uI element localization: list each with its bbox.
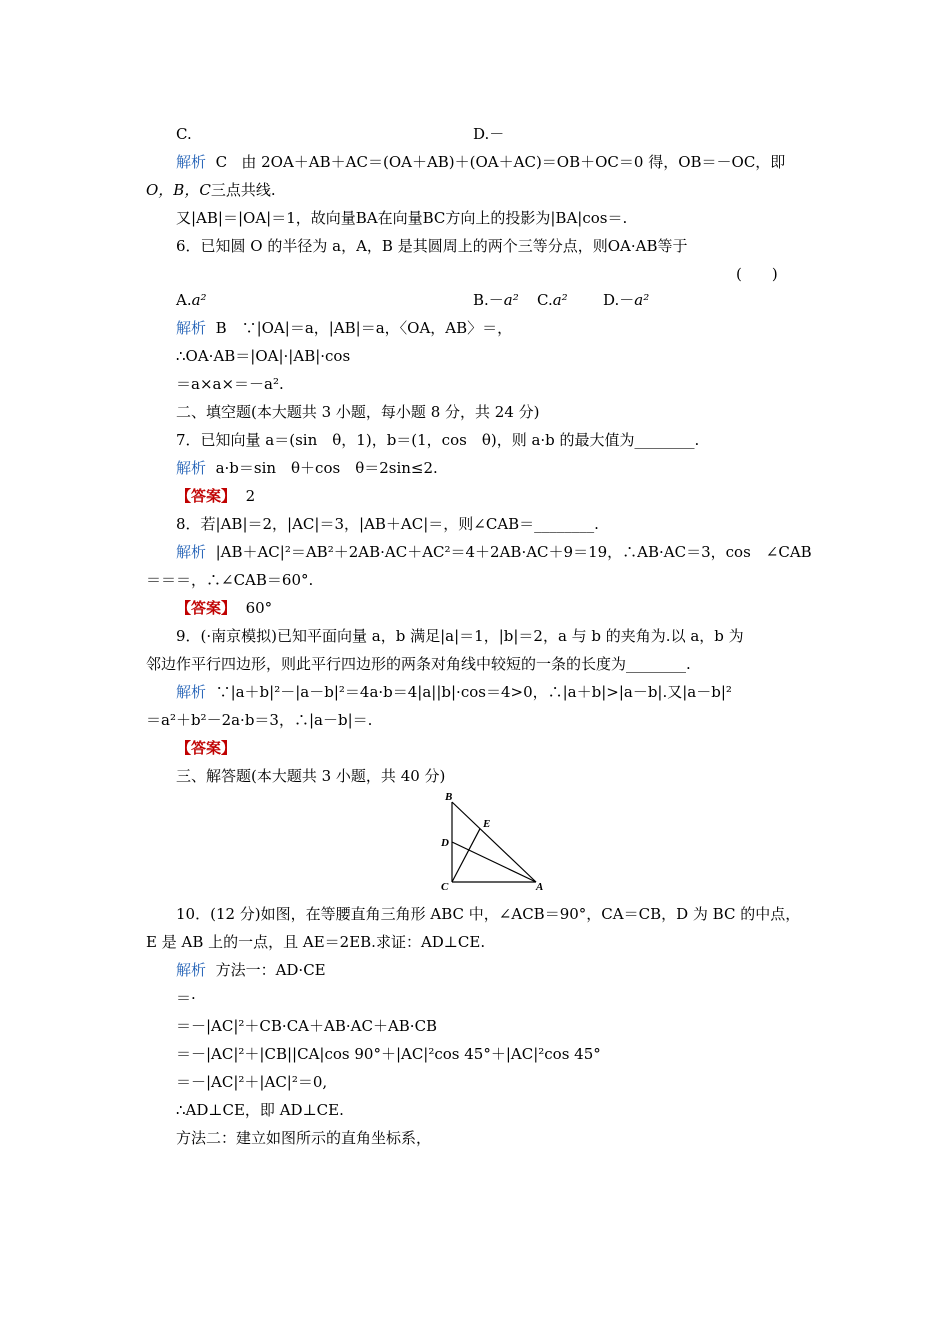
q6-option-a: A.a²: [176, 291, 207, 309]
q10-step5: ∴AD⊥CE，即 AD⊥CE.: [176, 1101, 344, 1119]
q6-solution-line2: ∴OA·AB＝|OA|·|AB|·cos: [176, 347, 351, 365]
q10-method2: 方法二：建立如图所示的直角坐标系，: [176, 1129, 432, 1147]
jiexi-label: 解析: [176, 683, 207, 701]
triangle-figure: [436, 790, 556, 894]
label-c: C: [441, 881, 449, 893]
q6-option-b: B.－a²: [473, 291, 519, 309]
q8-solution-line1: 解析 |AB＋AC|²＝AB²＋2AB·AC＋AC²＝4＋2AB·AC＋9＝19，∴AB·AC＝3，cos ∠CAB: [176, 543, 812, 561]
q10-stem-line1: 10．(12 分)如图，在等腰直角三角形 ABC 中，∠ACB＝90°，CA＝CB，D 为 BC 的中点，: [176, 905, 801, 923]
q6-solution-line1: 解析 B ∵|OA|＝a，|AB|＝a，〈OA，AB〉＝，: [176, 319, 513, 337]
q7-stem: 7．已知向量 a＝(sin θ，1)，b＝(1，cos θ)，则 a·b 的最大值为________.: [176, 431, 700, 449]
q7-answer: 【答案】 2: [176, 487, 256, 505]
q8-solution-line2: ＝＝＝，∴∠CAB＝60°.: [146, 571, 314, 589]
label-b: B: [445, 791, 453, 803]
q6-solution-line3: ＝a×a×＝－a².: [176, 375, 284, 393]
jiexi-label: 解析: [176, 543, 207, 561]
answer-label: 【答案】: [176, 599, 237, 617]
label-a: A: [536, 881, 544, 893]
q10-step2: ＝－|AC|²＋CB·CA＋AB·AC＋AB·CB: [176, 1017, 438, 1035]
q5-option-d: D.－: [473, 125, 505, 143]
q5-solution-text: 由 2OA＋AB＋AC＝(OA＋AB)＋(OA＋AC)＝OB＋OC＝0 得，OB＝－OC，即: [241, 153, 786, 171]
q9-answer: [176, 738, 236, 758]
q5-answer: C: [215, 153, 228, 171]
answer-label: 【答案】: [176, 739, 237, 757]
q10-stem-line2: E 是 AB 上的一点，且 AE＝2EB.求证：AD⊥CE.: [146, 933, 486, 951]
q7-solution: 解析 a·b＝sin θ＋cos θ＝2sin≤2.: [176, 459, 438, 477]
segment-ce: [452, 829, 480, 882]
segment-ad: [452, 842, 536, 882]
q9-stem-line2: 邻边作平行四边形，则此平行四边形的两条对角线中较短的一条的长度为________.: [146, 655, 691, 673]
q6-option-c: C.a²: [537, 291, 568, 309]
label-e: E: [483, 818, 491, 830]
jiexi-label: 解析: [176, 153, 207, 171]
q8-answer: 【答案】 60°: [176, 599, 273, 617]
q6-answer-paren: ( ): [736, 265, 778, 283]
jiexi-label: 解析: [176, 319, 207, 337]
label-d: D: [441, 837, 449, 849]
jiexi-label: 解析: [176, 459, 207, 477]
q6-option-d: D.－a²: [603, 291, 650, 309]
q10-step3: ＝－|AC|²＋|CB||CA|cos 90°＋|AC|²cos 45°＋|AC|²cos 45°: [176, 1045, 601, 1063]
q9-solution-line2: ＝a²＋b²－2a·b＝3，∴|a－b|＝.: [146, 711, 373, 729]
q8-stem: 8．若|AB|＝2，|AC|＝3，|AB＋AC|＝，则∠CAB＝________.: [176, 515, 599, 533]
q5-option-c: C.: [176, 125, 192, 143]
q10-step1: ＝·: [176, 989, 196, 1007]
answer-label: 【答案】: [176, 487, 237, 505]
segment-ab: [452, 802, 536, 882]
q10-method1: 解析 方法一：AD·CE: [176, 961, 326, 979]
section-heading-fill-in: 二、填空题(本大题共 3 小题，每小题 8 分，共 24 分): [176, 403, 540, 421]
q9-stem-line1: 9．(·南京模拟)已知平面向量 a，b 满足|a|＝1，|b|＝2，a 与 b 的夹角为.以 a，b 为: [176, 627, 744, 645]
jiexi-label: 解析: [176, 961, 207, 979]
q10-step4: ＝－|AC|²＋|AC|²＝0,: [176, 1073, 328, 1091]
q5-solution-line3: 又|AB|＝|OA|＝1，故向量BA在向量BC方向上的投影为|BA|cos＝.: [176, 209, 628, 227]
q5-solution-line1: [176, 152, 785, 172]
q9-solution-line1: 解析 ∵|a＋b|²－|a－b|²＝4a·b＝4|a||b|·cos＝4>0，∴|a＋b|>|a－b|.又|a－b|²: [176, 683, 732, 701]
section-heading-solutions: 三、解答题(本大题共 3 小题，共 40 分): [176, 767, 446, 785]
q5-solution-line2: O，B，C三点共线.: [146, 181, 276, 199]
q6-stem: 6．已知圆 O 的半径为 a，A，B 是其圆周上的两个三等分点，则OA·AB等于: [176, 237, 688, 255]
